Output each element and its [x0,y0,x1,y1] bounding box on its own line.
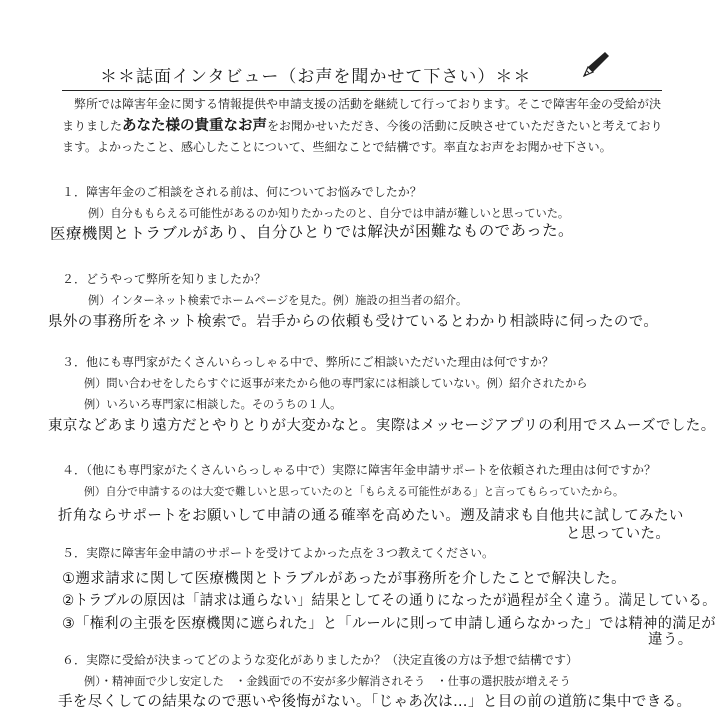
answer-2: 県外の事務所をネット検索で。岩手からの依頼も受けているとわかり相談時に伺ったので。 [48,314,659,330]
question-1: １．障害年金のご相談をされる前は、何についてお悩みでしたか？ [62,185,422,199]
answer-1: 医療機関とトラブルがあり、自分ひとりでは解決が困難なものであった。 [49,221,574,243]
question-3-example-2: 例）いろいろ専門家に相談した。そのうちの１人。 [84,398,342,411]
answer-5-line-2: ②トラブルの原因は「請求は通らない」結果としてその通りになったが過程が全く違う。満足している。 [62,593,717,609]
title-underline [62,90,662,91]
answer-5-line-1: ①遡求請求に関して医療機関とトラブルがあったが事務所を介したことで解決した。 [62,571,626,587]
answer-5-line-3: ③「権利の主張を医療機関に遮られた」と「ルールに則って申請し通らなかった」では精神的満足が [62,616,717,632]
form-title: ＊＊誌面インタビュー（お声を聞かせて下さい）＊＊ [100,67,532,87]
question-2-example: 例）インターネット検索でホームページを見た。例）施設の担当者の紹介。 [88,294,468,307]
question-3: ３．他にも専門家がたくさんいらっしゃる中で、弊所にご相談いただいた理由は何ですか？ [62,355,554,369]
question-5: ５．実際に障害年金申請のサポートを受けてよかった点を３つ教えてください。 [62,546,495,560]
answer-4-line-1: 折角ならサポートをお願いして申請の通る確率を高めたい。遡及請求も自他共に試してみたい [58,508,684,524]
answer-5-line-4: 違う。 [648,632,693,648]
question-6: ６．実際に受給が決まってどのような変化がありましたか？（決定直後の方は予想で結構です） [62,653,579,667]
question-3-example-1: 例）問い合わせをしたらすぐに返事が来たから他の専門家には相談していない。例）紹介されたから [84,377,588,390]
answer-6: 手を尽くしての結果なので悪いや後悔がない。「じゃあ次は…」と目の前の道筋に集中できる。 [58,694,692,710]
question-4: ４．（他にも専門家がたくさんいらっしゃる中で）実際に障害年金申請サポートを依頼された理由は何ですか？ [62,463,657,477]
question-4-example: 例）自分で申請するのは大変で難しいと思っていたのと「もらえる可能性がある」と言ってもらっていたから。 [84,485,624,498]
question-1-example: 例）自分ももらえる可能性があるのか知りたかったのと、自分では申請が難しいと思っていた。 [88,207,570,220]
intro-after: をお聞かせいただき、今後の活動に反映させていただきたいと考えております。よかったこと、感心したことについて、些細なことで結構です。率直なお声をお聞かせ下さい。 [62,118,663,154]
intro-before: 弊所では障害年金に関する情報提供や申請支援の活動を継続して行っております。そこで障害年金の受給が決まりました [62,97,662,133]
question-2: ２．どうやって弊所を知りましたか？ [62,272,267,286]
pen-icon [578,48,612,82]
answer-3: 東京などあまり遠方だとやりとりが大変かなと。実際はメッセージアプリの利用でスムーズでした。 [48,418,716,434]
question-6-example: 例）・精神面で少し安定した ・金銭面での不安が多少解消されそう ・仕事の選択肢が増えそう [84,675,571,688]
answer-4-line-2: と思っていた。 [566,526,671,542]
intro-strong: あなた様の貴重なお声 [122,117,268,134]
intro-paragraph [62,94,666,159]
